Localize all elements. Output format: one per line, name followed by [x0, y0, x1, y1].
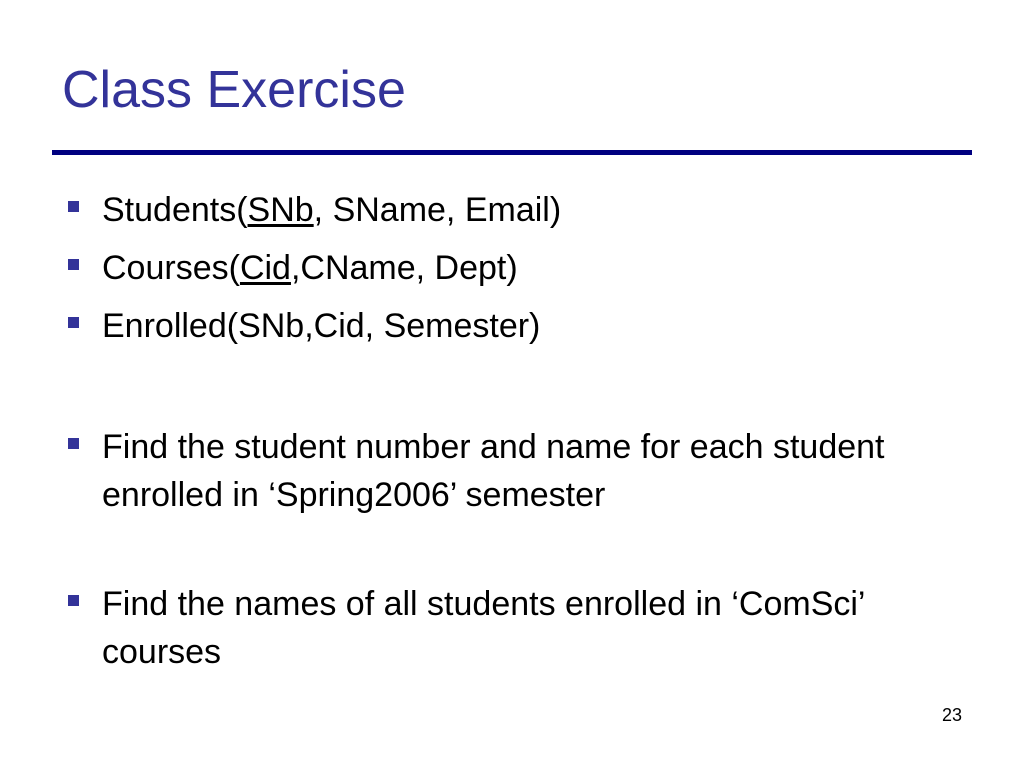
square-bullet-icon — [68, 317, 79, 328]
schema-suffix: ,CName, Dept) — [290, 249, 518, 287]
square-bullet-icon — [68, 595, 79, 606]
page-number: 23 — [941, 705, 962, 725]
schema-text-students — [102, 186, 932, 234]
square-bullet-icon — [68, 201, 79, 212]
schema-text-courses — [102, 244, 932, 292]
slide-title: Class Exercise — [62, 61, 406, 119]
schema-prefix: Students( — [102, 191, 248, 229]
task-text: Find the names of all students enrolled in ‘ComSci’ courses — [102, 585, 865, 671]
schema-text-enrolled: Enrolled(SNb,Cid, Semester) — [102, 307, 541, 345]
primary-key: Cid — [239, 249, 291, 287]
square-bullet-icon — [68, 259, 79, 270]
square-bullet-icon — [68, 438, 79, 449]
title-divider — [52, 150, 972, 155]
primary-key: SNb — [247, 191, 314, 229]
schema-suffix: , SName, Email) — [313, 191, 562, 229]
schema-prefix: Courses( — [102, 249, 240, 287]
task-text: Find the student number and name for each student enrolled in ‘Spring2006’ semester — [102, 428, 885, 514]
